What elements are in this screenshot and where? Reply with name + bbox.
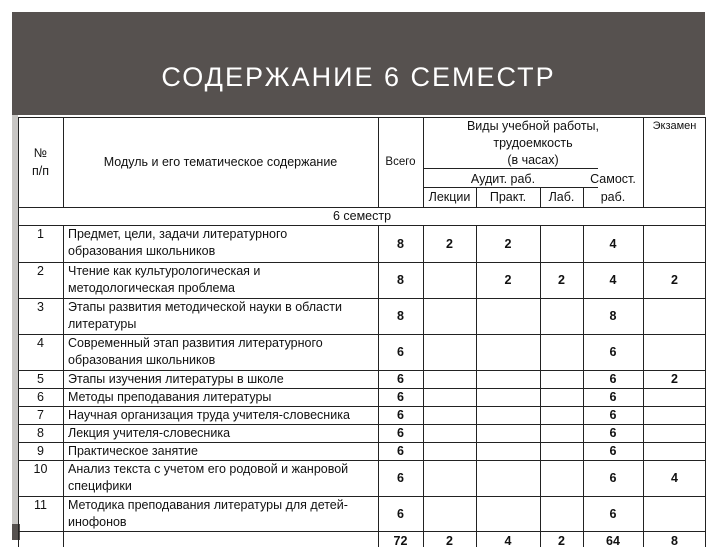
totals-total-value: 72 xyxy=(393,534,408,548)
row-topic-line: Чтение как культурологическая и xyxy=(68,264,261,278)
header-module: Модуль и его тематическое содержание xyxy=(103,155,338,169)
row-total-value: 6 xyxy=(397,408,404,422)
header-audit: Аудит. раб. xyxy=(470,172,536,186)
row-topic-line: Научная организация труда учителя-словесника xyxy=(68,408,350,422)
row-topic-line: методологическая проблема xyxy=(68,281,236,295)
row-prac-value: 2 xyxy=(504,237,512,251)
header-total: Всего xyxy=(385,156,416,168)
header-types-line3: (в часах) xyxy=(507,153,559,167)
header-exam: Экзамен xyxy=(652,120,697,132)
row-number: 3 xyxy=(37,300,44,314)
row-number: 8 xyxy=(37,426,44,440)
row-topic-line: Этапы развития методической науки в области xyxy=(68,300,342,314)
row-topic-line: инофонов xyxy=(68,515,127,529)
row-prac-value: 2 xyxy=(504,273,512,287)
totals-lab-value: 2 xyxy=(558,534,565,548)
row-number: 6 xyxy=(37,390,44,404)
row-self-value: 8 xyxy=(609,309,617,323)
row-self-value: 6 xyxy=(609,507,617,521)
header-lab: Лаб. xyxy=(548,190,575,204)
row-number: 7 xyxy=(37,408,44,422)
row-self-value: 6 xyxy=(609,372,617,386)
row-topic-line: образования школьников xyxy=(68,353,216,367)
row-topic-line: Лекция учителя-словесника xyxy=(68,426,231,440)
row-topic-line: литературы xyxy=(68,317,137,331)
totals-prac-value: 4 xyxy=(504,534,512,548)
header-num-line2: п/п xyxy=(31,164,49,178)
row-total-value: 6 xyxy=(397,444,404,458)
row-lec-value: 2 xyxy=(446,237,453,251)
header-types-line2: трудоемкость xyxy=(493,136,573,150)
header-num-line1: № xyxy=(33,146,48,160)
totals-lec-value: 2 xyxy=(446,534,453,548)
header-lectures: Лекции xyxy=(428,190,471,204)
row-lab-value: 2 xyxy=(558,273,565,287)
row-total-value: 6 xyxy=(397,390,404,404)
row-topic-line: Предмет, цели, задачи литературного xyxy=(68,227,288,241)
row-topic-line: Анализ текста с учетом его родовой и жанровой xyxy=(68,462,349,476)
title-bar xyxy=(12,12,705,115)
totals-self-value: 64 xyxy=(606,534,620,548)
row-topic-line: образования школьников xyxy=(68,244,216,258)
row-exam-value: 4 xyxy=(671,471,678,485)
row-number: 9 xyxy=(37,444,44,458)
header-self-line1: Самост. xyxy=(590,172,636,186)
row-topic-line: Современный этап развития литературного xyxy=(68,336,323,350)
row-exam-value: 2 xyxy=(671,372,678,386)
row-self-value: 6 xyxy=(609,345,617,359)
row-topic-line: Этапы изучения литературы в школе xyxy=(68,372,284,386)
semester-label: 6 семестр xyxy=(332,209,392,223)
row-total-value: 8 xyxy=(397,237,404,251)
row-number: 2 xyxy=(37,264,44,278)
row-topic-line: Методы преподавания литературы xyxy=(68,390,272,404)
row-total-value: 8 xyxy=(397,309,404,323)
curriculum-table xyxy=(18,117,706,547)
header-self-line2: раб. xyxy=(600,190,626,204)
row-number: 5 xyxy=(37,372,44,386)
row-topic-line: специфики xyxy=(68,479,132,493)
row-topic-line: Практическое занятие xyxy=(68,444,198,458)
row-self-value: 4 xyxy=(609,237,617,251)
header-types-line1: Виды учебной работы, xyxy=(466,119,600,133)
row-self-value: 6 xyxy=(609,426,617,440)
row-total-value: 8 xyxy=(397,273,404,287)
totals-exam-value: 8 xyxy=(671,534,678,548)
row-self-value: 6 xyxy=(609,408,617,422)
row-total-value: 6 xyxy=(397,507,404,521)
row-number: 1 xyxy=(37,227,44,241)
row-number: 10 xyxy=(33,462,48,476)
row-number: 11 xyxy=(34,498,47,512)
row-topic-line: Методика преподавания литературы для детей- xyxy=(68,498,348,512)
row-total-value: 6 xyxy=(397,345,404,359)
header-practice: Практ. xyxy=(489,190,527,204)
row-self-value: 6 xyxy=(609,471,617,485)
row-self-value: 6 xyxy=(609,390,617,404)
row-total-value: 6 xyxy=(397,372,404,386)
row-self-value: 4 xyxy=(609,273,617,287)
row-total-value: 6 xyxy=(397,426,404,440)
row-exam-value: 2 xyxy=(671,273,678,287)
row-total-value: 6 xyxy=(397,471,404,485)
row-self-value: 6 xyxy=(609,444,617,458)
row-number: 4 xyxy=(37,336,44,350)
slide-title: СОДЕРЖАНИЕ 6 СЕМЕСТР xyxy=(161,62,556,92)
